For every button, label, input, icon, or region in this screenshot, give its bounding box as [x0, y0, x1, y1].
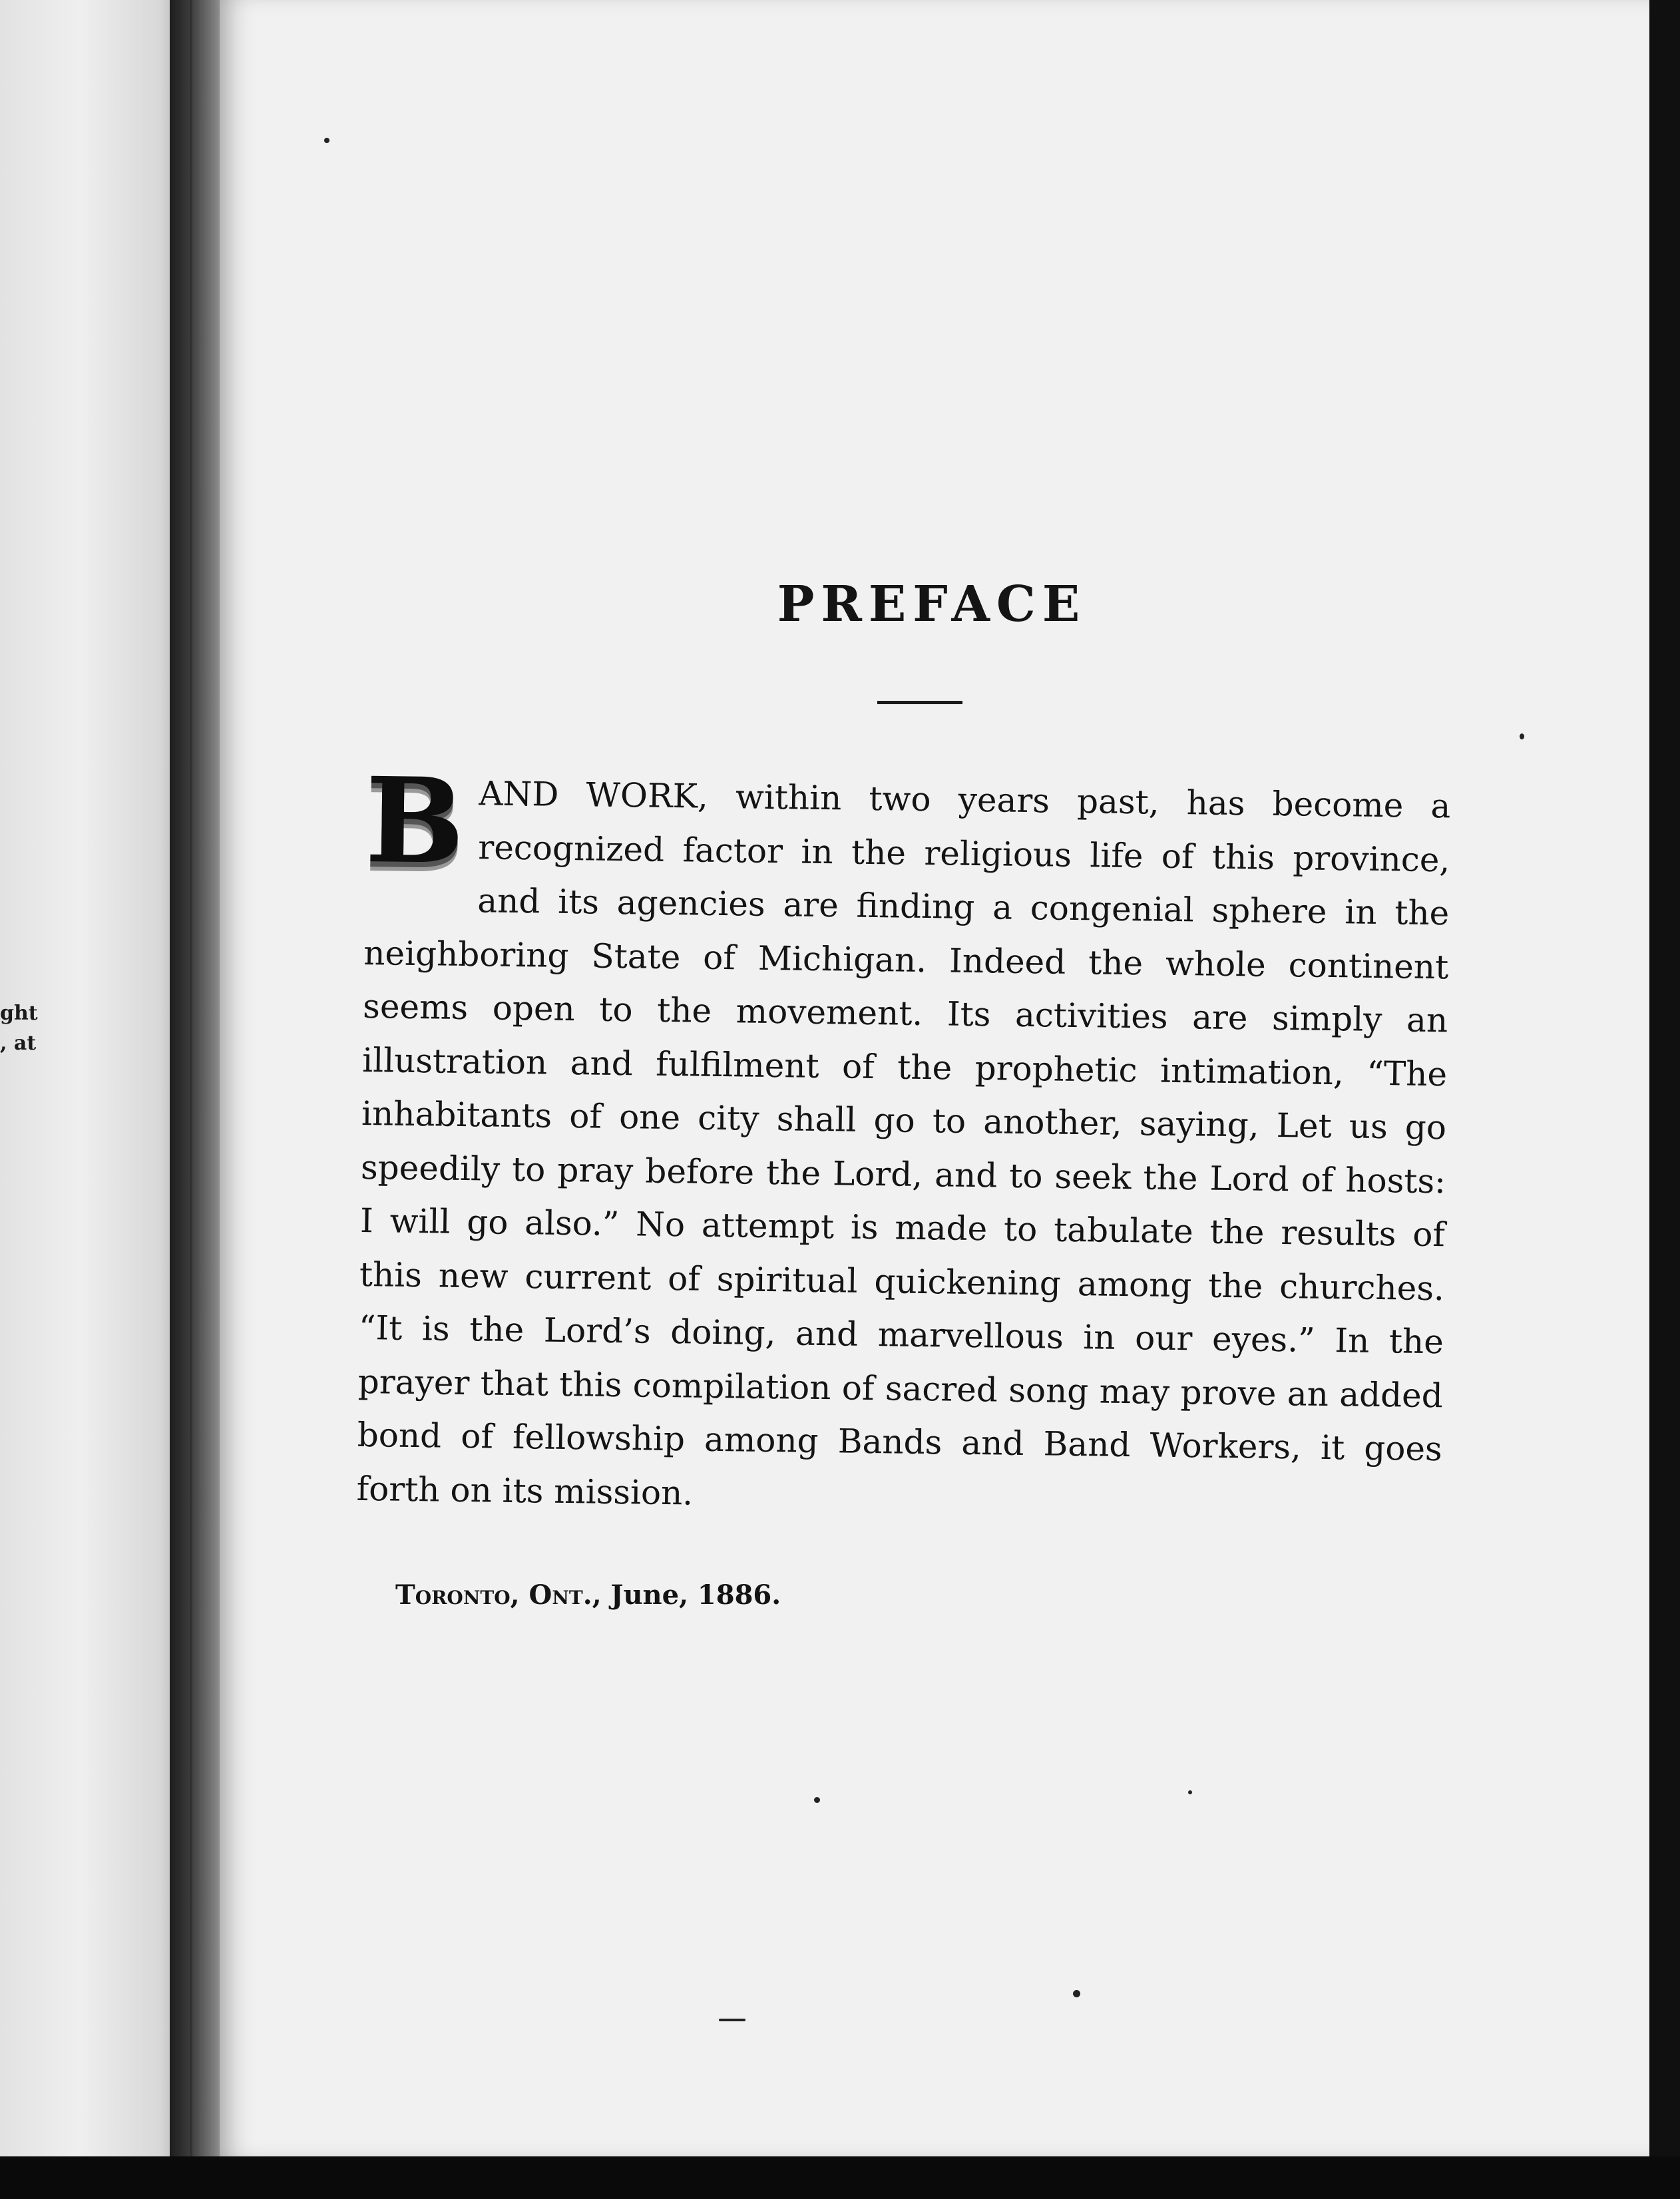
preface-text: AND WORK, within two years past, has become a recognized factor in the religious life of this province, and its agencies are finding a congenial sphere in the neighboring State of Michigan. Indeed the whole continent seems open to the movement. Its activities are simply an illustration and fulfilment of the prophetic intimation, “The inhabitants of one city shall go to another, saying, Let us go speedily to pray before the Lord, and to seek the Lord of hosts: I will go also.” No attempt is made to tabulate the results of this new current of spiritual quickening among the churches. “It is the Lord’s doing, and marvellous in our eyes.” In the prayer that this compilation of sacred song may prove an added bond of fellowship among Bands and Band Workers, it goes forth on its mission.: [356, 774, 1451, 1513]
title-rule: [877, 701, 962, 704]
dateline-place: Toronto, Ont.: [395, 1579, 592, 1611]
page-edge: [1649, 0, 1680, 2199]
page-title: PREFACE: [777, 576, 1087, 633]
scan-speck: [719, 2019, 745, 2021]
preface-body: [356, 751, 1451, 1529]
drop-cap: B: [364, 751, 466, 891]
scan-speck: [1073, 1990, 1080, 1997]
facing-page-fragment: ght: [0, 1002, 38, 1025]
bottom-edge: [0, 2156, 1680, 2199]
dateline: [395, 1579, 781, 1611]
scan-speck: [814, 1797, 820, 1803]
scan-speck: [324, 138, 329, 143]
scan-speck: [1520, 733, 1524, 739]
facing-page-fragment: , at: [0, 1032, 37, 1055]
dateline-date: , June, 1886.: [592, 1579, 781, 1611]
scan-speck: [1188, 1790, 1192, 1794]
